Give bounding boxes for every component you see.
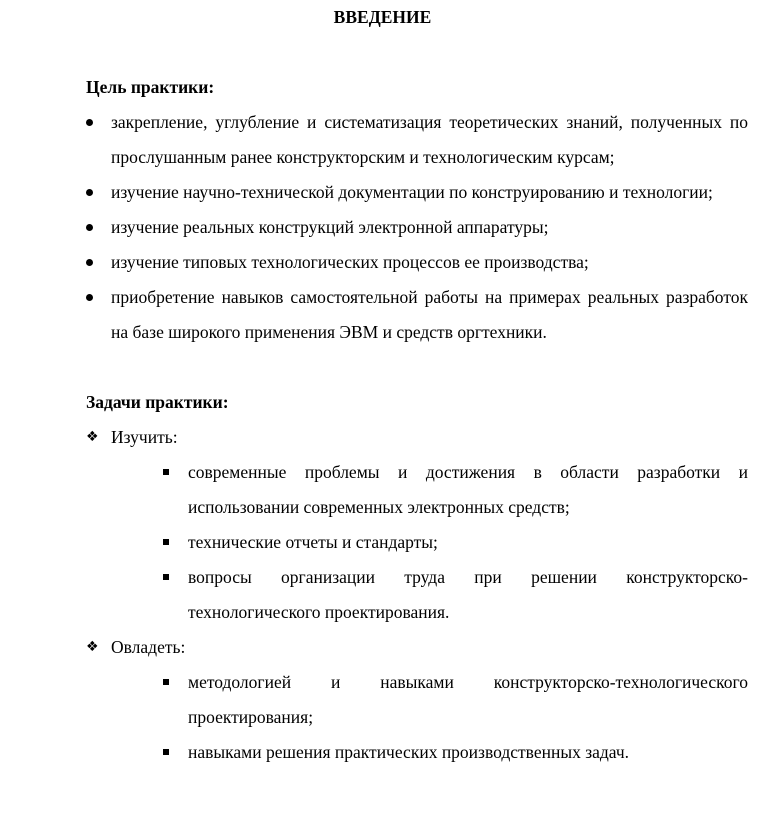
goal-item — [86, 210, 748, 245]
task-text: методологией и навыками конструкторско-технологического проектирования; — [188, 672, 748, 727]
task-item — [163, 665, 748, 735]
task-group — [86, 420, 748, 630]
square-bullet-icon — [163, 679, 169, 685]
goal-item — [86, 245, 748, 280]
task-group — [86, 630, 748, 770]
task-group-label: Овладеть: — [111, 637, 186, 657]
tasks-list — [86, 420, 748, 770]
tasks-heading: Задачи практики: — [86, 392, 229, 412]
goal-text: приобретение навыков самостоятельной работы на примерах реальных разработок на базе широкого применения ЭВМ и средств оргтехники. — [111, 287, 748, 342]
task-text: современные проблемы и достижения в области разработки и использовании современных электронных средств; — [188, 462, 748, 517]
square-bullet-icon — [163, 469, 169, 475]
goal-text: изучение реальных конструкций электронной аппаратуры; — [111, 217, 549, 237]
task-text: вопросы организации труда при решении конструкторско-технологического проектирования. — [188, 567, 748, 622]
diamond-outline-icon: ❖ — [86, 639, 99, 655]
square-bullet-icon — [163, 749, 169, 755]
task-item — [163, 735, 748, 770]
task-item — [163, 525, 748, 560]
square-bullet-icon — [163, 574, 169, 580]
task-sublist — [111, 665, 748, 770]
task-sublist — [111, 455, 748, 630]
task-group-label: Изучить: — [111, 427, 178, 447]
goal-item — [86, 105, 748, 175]
goals-list — [86, 105, 748, 350]
square-bullet-icon — [163, 539, 169, 545]
goal-text: закрепление, углубление и систематизация теоретических знаний, полученных по прослушанным ранее конструкторским и технологическим курсам; — [111, 112, 748, 167]
task-item — [163, 560, 748, 630]
goal-text: изучение типовых технологических процессов ее производства; — [111, 252, 589, 272]
task-item — [163, 455, 748, 525]
goal-item — [86, 280, 748, 350]
goal-text: изучение научно-технической документации по конструированию и технологии; — [111, 182, 713, 202]
task-text: навыками решения практических производственных задач. — [188, 742, 630, 762]
diamond-outline-icon: ❖ — [86, 429, 99, 445]
page-title: ВВЕДЕНИЕ — [333, 7, 432, 27]
goal-item — [86, 175, 748, 210]
goals-heading: Цель практики: — [86, 77, 215, 97]
task-text: технические отчеты и стандарты; — [188, 532, 438, 552]
